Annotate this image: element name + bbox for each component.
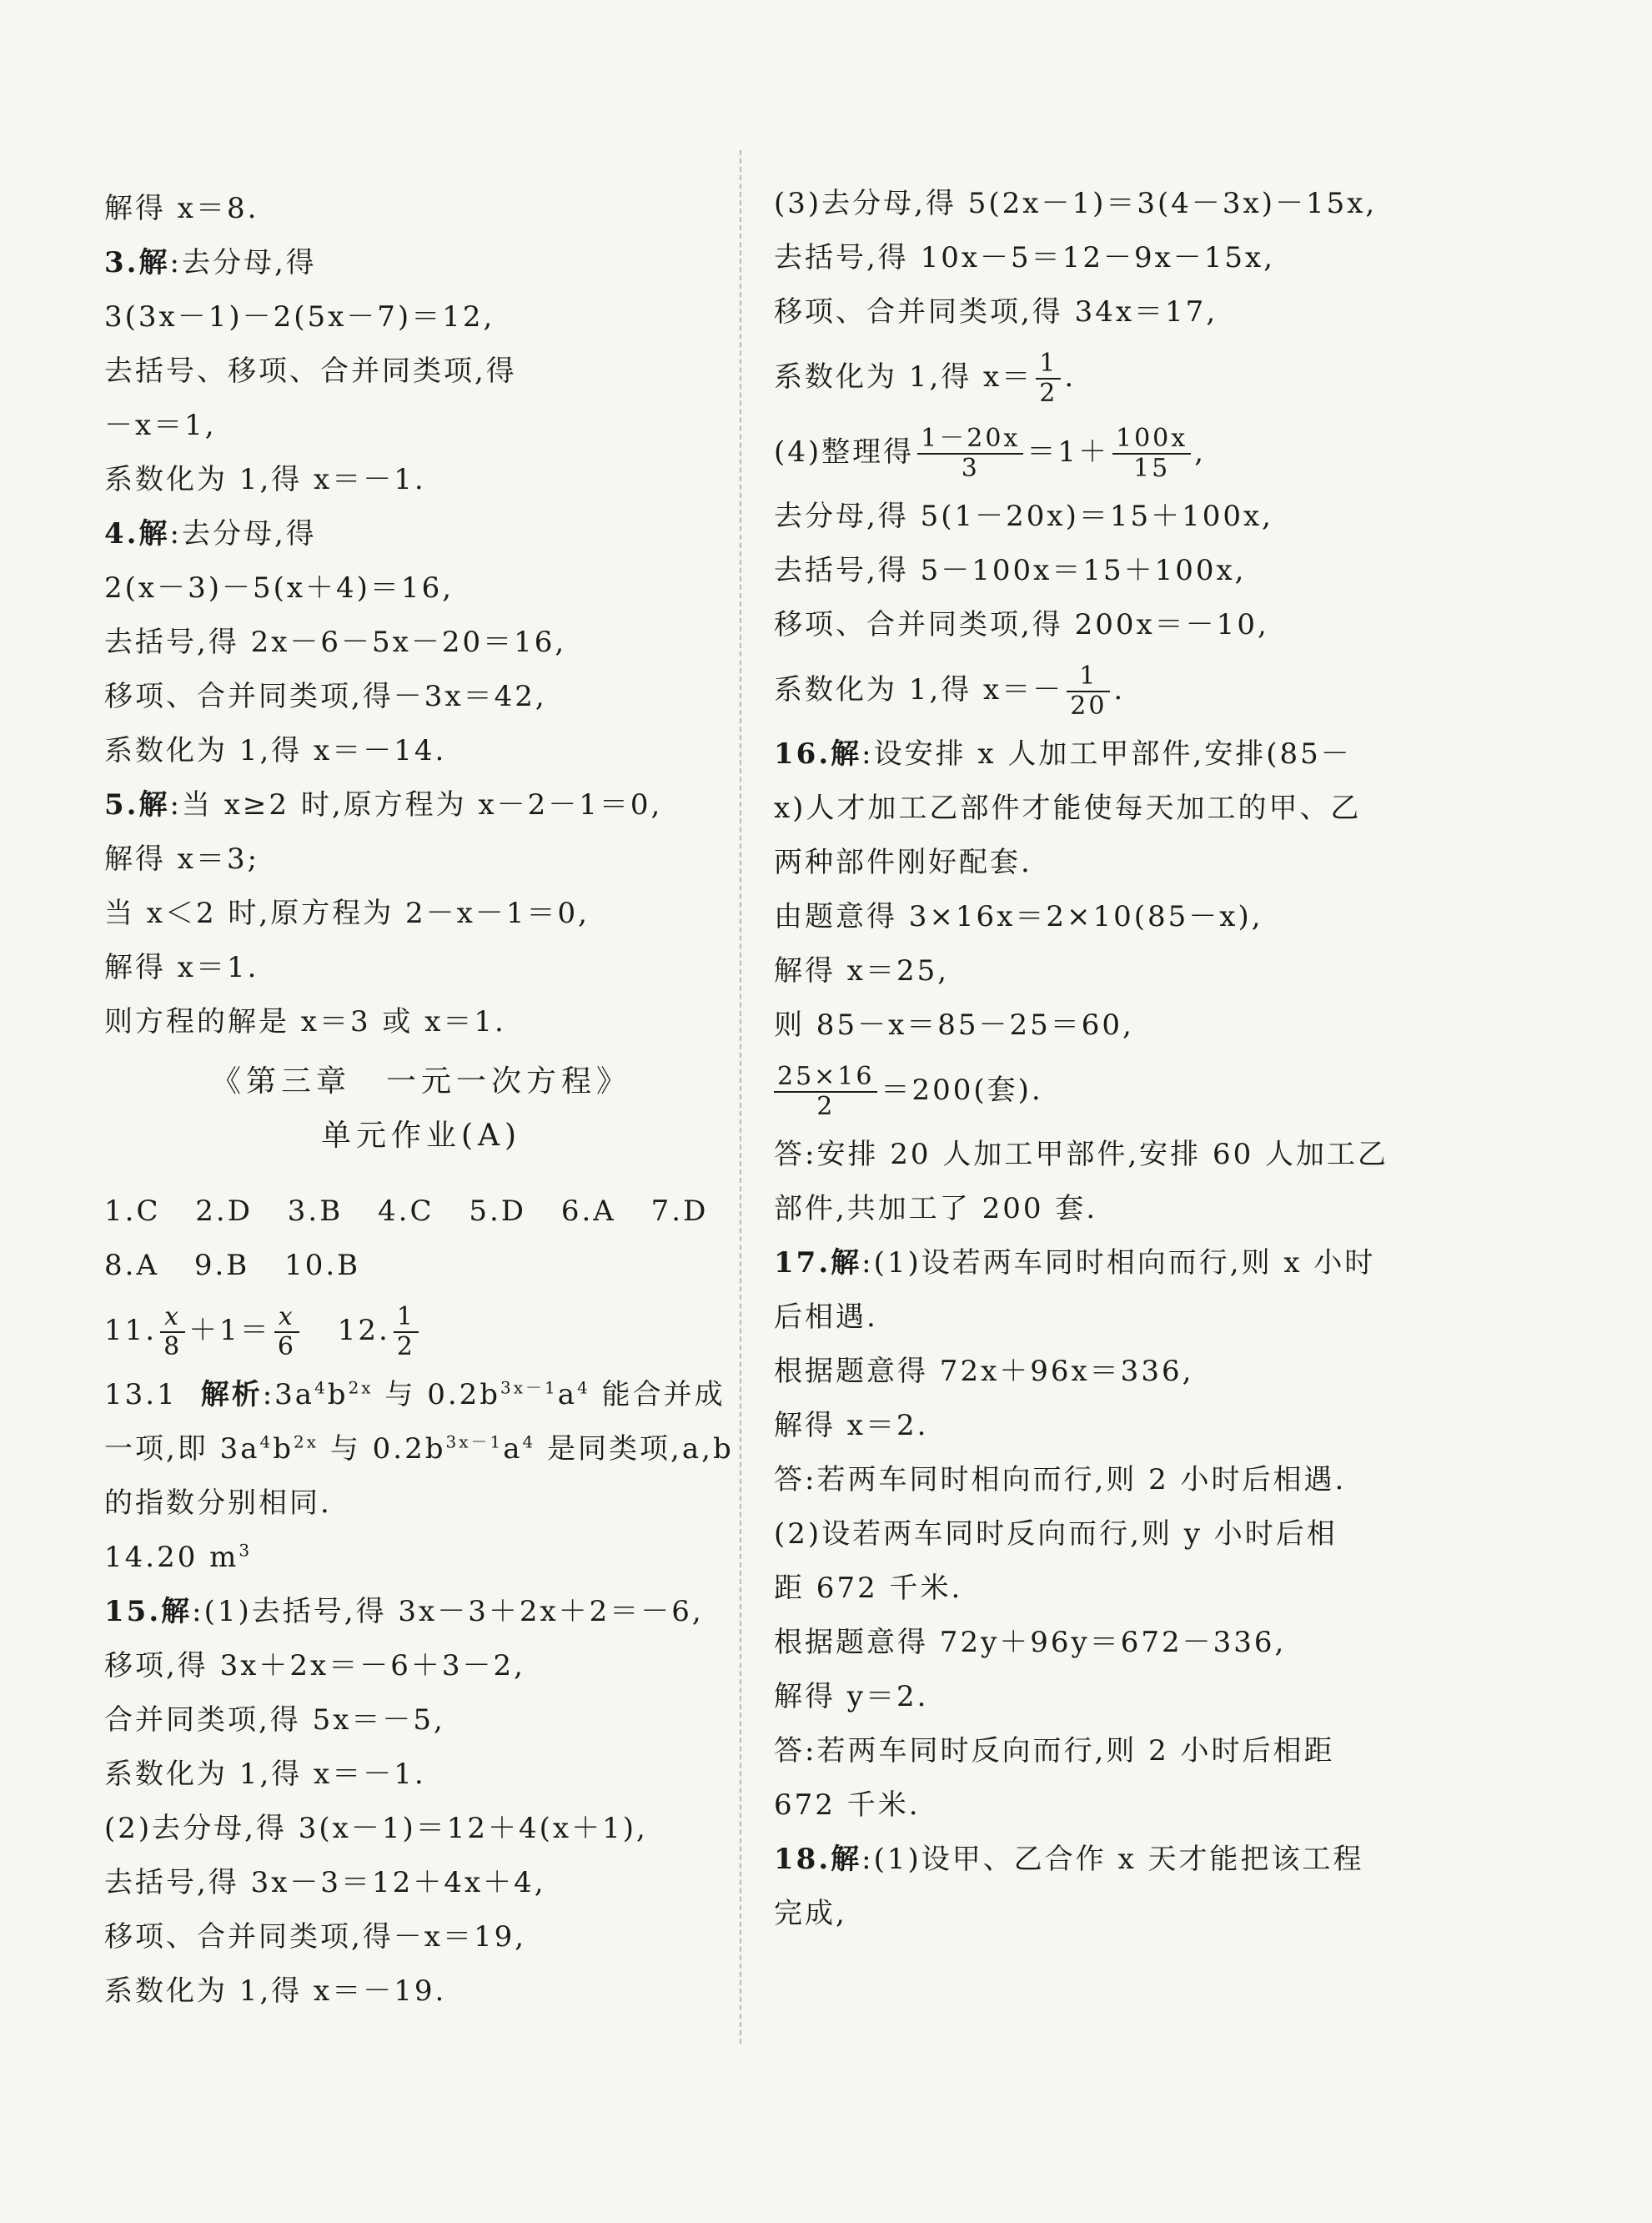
fraction: $\frac{x}{8}$ [160, 1303, 185, 1362]
text-line: 3(3x－1)－2(5x－7)＝12, [104, 300, 495, 334]
text-line: 答:若两车同时相向而行,则 2 小时后相遇. [774, 1463, 1347, 1496]
text-line: 移项、合并同类项,得 34x＝17, [774, 295, 1218, 329]
text-line: 系数化为 1,得 x＝－ $\frac{1}{20}$ . [774, 661, 1126, 721]
text-line: 5.解:当 x≥2 时,原方程为 x－2－1＝0, [104, 788, 663, 822]
text-line: (2)去分母,得 3(x－1)＝12＋4(x＋1), [104, 1812, 648, 1845]
text-line: 3.解:去分母,得 [104, 246, 317, 279]
text-line: 两种部件刚好配套. [774, 846, 1032, 879]
fraction: $\frac{25\times 16}{2}$ [774, 1063, 877, 1122]
text-line: 去分母,得 5(1－20x)＝15＋100x, [774, 500, 1273, 533]
text-line: (2)设若两车同时反向而行,则 y 小时后相 [774, 1517, 1338, 1551]
text-line: 系数化为 1,得 x＝－1. [104, 463, 426, 496]
text-line: 15.解:(1)去括号,得 3x－3＋2x＋2＝－6, [104, 1595, 704, 1628]
text-line: 则 85－x＝85－25＝60, [774, 1008, 1134, 1042]
text-line: 系数化为 1,得 x＝ $\frac{1}{2}$ . [774, 348, 1077, 408]
text-line: 解得 x＝3; [104, 842, 260, 876]
text-line: 合并同类项,得 5x＝－5, [104, 1703, 445, 1737]
text-line: 17.解:(1)设若两车同时相向而行,则 x 小时 [774, 1246, 1376, 1280]
text-line: 距 672 千米. [774, 1572, 963, 1605]
text-line: 去括号,得 2x－6－5x－20＝16, [104, 626, 567, 659]
text-line: 当 x＜2 时,原方程为 2－x－1＝0, [104, 897, 590, 930]
text-line: 答:安排 20 人加工甲部件,安排 60 人加工乙 [774, 1138, 1389, 1171]
fraction: $\frac{1-20x}{3}$ [917, 425, 1023, 484]
text-line: 去括号、移项、合并同类项,得 [104, 355, 517, 388]
text-line: 部件,共加工了 200 套. [774, 1192, 1098, 1225]
right-column [774, 177, 1408, 1941]
text-line: 14.20 $m^3$ [104, 1540, 253, 1574]
text-line: 移项、合并同类项,得－x＝19, [104, 1920, 527, 1954]
text-line: 去括号,得 3x－3＝12＋4x＋4, [104, 1866, 546, 1899]
text-line: 移项、合并同类项,得 200x＝－10, [774, 608, 1269, 641]
text-line: 根据题意得 72x＋96x＝336, [774, 1355, 1194, 1388]
text-line: 系数化为 1,得 x＝－19. [104, 1974, 447, 2008]
answer-row: 8.A 9.B 10.B [104, 1249, 361, 1282]
chapter-heading: 《第三章 一元一次方程》 [210, 1064, 631, 1099]
fraction: $\frac{1}{2}$ [1036, 350, 1061, 409]
text-line: 18.解:(1)设甲、乙合作 x 天才能把该工程 [774, 1843, 1364, 1876]
text-line: 13.1 解析$:3a^4b^{2x}$ 与 $0.2b^{3x-1}a^4$ 能合并成 [104, 1377, 726, 1411]
text-line: 解得 x＝8. [104, 192, 259, 225]
text-line: 去括号,得 10x－5＝12－9x－15x, [774, 241, 1276, 274]
text-line: 答:若两车同时反向而行,则 2 小时后相距 [774, 1734, 1335, 1768]
answer-row: 1.C 2.D 3.B 4.C 5.D 6.A 7.D [104, 1194, 709, 1228]
text-line: 的指数分别相同. [104, 1486, 332, 1520]
left-column [104, 182, 738, 2019]
text-line: 移项、合并同类项,得－3x＝42, [104, 680, 547, 713]
text-line: －x＝1, [104, 409, 217, 442]
text-line: 一项,即 $3a^4b^{2x}$ 与 $0.2b^{3x-1}a^4$ 是同类项,a,b [104, 1431, 734, 1466]
text-line: 解得 x＝1. [104, 951, 259, 984]
text-line: 2(x－3)－5(x＋4)＝16, [104, 571, 454, 605]
fraction: $\frac{1}{20}$ [1067, 662, 1110, 722]
text-line: 解得 y＝2. [774, 1680, 929, 1713]
text-line: 根据题意得 72y＋96y＝672－336, [774, 1626, 1287, 1659]
text-line: (3)去分母,得 5(2x－1)＝3(4－3x)－15x, [774, 187, 1378, 220]
text-line: $\frac{25\times 16}{2}$ ＝200(套). [774, 1053, 1408, 1128]
text-line: 完成, [774, 1897, 847, 1930]
answer-row-fractions: 11. $\frac{x}{8}$ ＋1＝ $\frac{x}{6}$ 12. $\frac{1}{2}$ [104, 1293, 738, 1368]
fraction: $\frac{x}{6}$ [274, 1303, 299, 1362]
text-line: 解得 x＝2. [774, 1409, 929, 1442]
text-line: 则方程的解是 x＝3 或 x＝1. [104, 1005, 506, 1039]
fraction: $\frac{1}{2}$ [394, 1303, 419, 1362]
column-divider [740, 150, 741, 2044]
text-line: 由题意得 3×16x＝2×10(85－x), [774, 900, 1263, 933]
text-line: 移项,得 3x＋2x＝－6＋3－2, [104, 1649, 525, 1682]
unit-heading: 单元作业(A) [320, 1119, 522, 1153]
text-line: 672 千米. [774, 1788, 921, 1822]
text-line: (4)整理得 $\frac{1-20x}{3}$ ＝1＋ $\frac{100x}{15}$ , [774, 423, 1206, 483]
fraction: $\frac{100x}{15}$ [1112, 425, 1191, 484]
text-line: 系数化为 1,得 x＝－14. [104, 734, 447, 767]
text-line: 16.解:设安排 x 人加工甲部件,安排(85－ [774, 737, 1352, 771]
text-line: x)人才加工乙部件才能使每天加工的甲、乙 [774, 792, 1362, 825]
text-line: 解得 x＝25, [774, 954, 950, 988]
text-line: 4.解:去分母,得 [104, 517, 317, 551]
text-line: 后相遇. [774, 1300, 878, 1334]
text-line: 去括号,得 5－100x＝15＋100x, [774, 554, 1247, 587]
text-line: 系数化为 1,得 x＝－1. [104, 1758, 426, 1791]
